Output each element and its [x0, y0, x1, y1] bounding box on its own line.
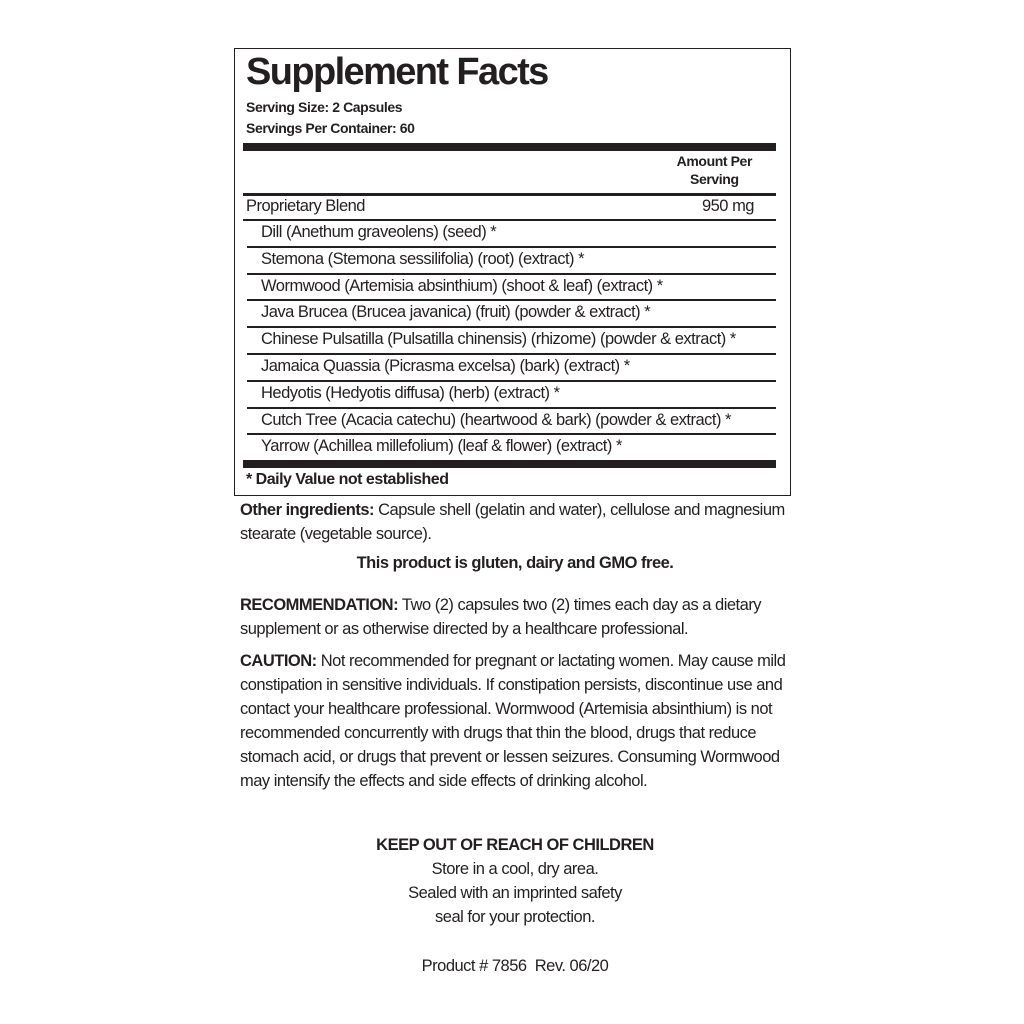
keep-out-of-reach: KEEP OUT OF REACH OF CHILDREN: [376, 836, 654, 854]
amount-per-serving-header: [677, 152, 752, 188]
ingredient-row: Java Brucea (Brucea javanica) (fruit) (powder & extract) *: [261, 303, 651, 322]
amount-header-line1: Amount Per: [676, 153, 752, 169]
row-divider: [247, 433, 776, 435]
blend-name: Proprietary Blend: [246, 197, 365, 215]
other-ingredients-text: Capsule shell (gelatin and water), cellulose and magnesium stearate (vegetable source).: [240, 501, 785, 543]
ingredient-row: Yarrow (Achillea millefolium) (leaf & flower) (extract) *: [261, 437, 622, 456]
caution-text: Not recommended for pregnant or lactating women. May cause mild constipation in sensitive individuals. If constipation persists, discontinue use and contact your healthcare professional. Wormwood (Artemisia absinthium) is not recommended concurrently with drugs that thin the blood, drugs that reduce stomach acid, or drugs that prevent or lessen seizures. Consuming Wormwood may intensify the effects and side effects of drinking alcohol.: [240, 652, 786, 790]
servings-per-container: Servings Per Container: 60: [246, 120, 415, 136]
row-divider: [247, 273, 776, 275]
recommendation-text: Two (2) capsules two (2) times each day as a dietary supplement or as otherwise directed by a healthcare professional.: [240, 596, 762, 638]
ingredient-row: Dill (Anethum graveolens) (seed) *: [261, 223, 497, 241]
storage-line-1: Store in a cool, dry area.: [431, 860, 599, 878]
row-divider: [247, 380, 776, 382]
panel-title: Supplement Facts: [246, 51, 548, 93]
ingredient-row: Wormwood (Artemisia absinthium) (shoot & leaf) (extract) *: [261, 276, 663, 295]
recommendation-label: RECOMMENDATION:: [240, 596, 399, 614]
free-statement: This product is gluten, dairy and GMO free.: [356, 554, 674, 572]
daily-value-footnote: * Daily Value not established: [246, 471, 449, 488]
caution: [240, 649, 800, 793]
product-info: Product # 7856 Rev. 06/20: [421, 957, 609, 975]
serving-size: Serving Size: 2 Capsules: [246, 99, 403, 115]
divider: [243, 193, 776, 196]
other-ingredients-label: Other ingredients:: [240, 501, 375, 519]
divider-thick: [243, 460, 776, 468]
blend-amount: 950 mg: [701, 197, 754, 215]
storage-line-2: Sealed with an imprinted safety: [408, 884, 622, 902]
ingredient-row: Hedyotis (Hedyotis diffusa) (herb) (extract) *: [261, 383, 560, 402]
recommendation: [240, 593, 800, 641]
row-divider: [247, 353, 776, 355]
caution-label: CAUTION:: [240, 652, 317, 670]
amount-header-line2: Serving: [690, 171, 739, 187]
other-ingredients: [240, 498, 800, 546]
ingredient-row: Chinese Pulsatilla (Pulsatilla chinensis) (rhizome) (powder & extract) *: [261, 330, 736, 349]
divider-thick: [243, 143, 776, 151]
row-divider: [247, 407, 776, 409]
ingredient-row: Cutch Tree (Acacia catechu) (heartwood & bark) (powder & extract) *: [261, 410, 731, 429]
row-divider: [247, 246, 776, 248]
storage-line-3: seal for your protection.: [435, 908, 595, 926]
row-divider: [247, 326, 776, 328]
ingredient-row: Jamaica Quassia (Picrasma excelsa) (bark) (extract) *: [261, 357, 630, 375]
row-divider: [243, 219, 776, 221]
row-divider: [247, 299, 776, 301]
ingredient-row: Stemona (Stemona sessilifolia) (root) (extract) *: [261, 249, 585, 268]
supplement-facts-panel: [234, 48, 791, 496]
